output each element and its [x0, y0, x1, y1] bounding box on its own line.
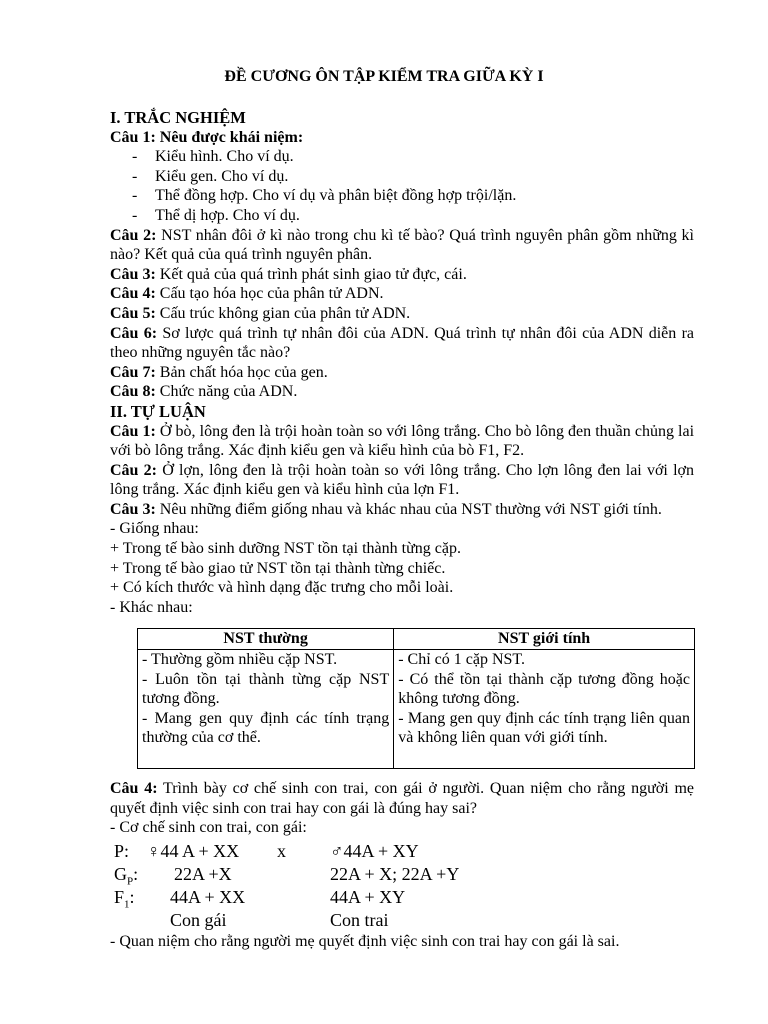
cross-p-female: ♀44 A + XX	[147, 840, 240, 861]
question-label: Câu 1:	[110, 422, 156, 440]
question-7	[110, 363, 694, 383]
cross-p-male: ♂44A + XY	[330, 840, 419, 861]
list-item: - Thể dị hợp. Cho ví dụ.	[132, 206, 300, 224]
question-text: Chức năng của ADN.	[155, 383, 298, 401]
table-cell-sex	[394, 650, 695, 769]
question-label: Câu 7:	[110, 363, 156, 381]
question-5	[110, 304, 694, 324]
question-text: Bản chất hóa học của gen.	[155, 363, 328, 381]
differences-heading: - Khác nhau:	[110, 598, 193, 616]
question-4	[110, 284, 694, 304]
mechanism-heading: - Cơ chế sinh con trai, con gái:	[110, 819, 307, 837]
cross-gp-female: 22A +X	[174, 863, 232, 884]
document-title: ĐỀ CƯƠNG ÔN TẬP KIỂM TRA GIỮA KỲ I	[224, 68, 544, 85]
cross-f1-male: 44A + XY	[330, 886, 406, 907]
table-header-normal: NST thường	[138, 629, 394, 650]
genetic-cross	[110, 840, 694, 932]
table-cell-line: - Chỉ có 1 cặp NST.	[398, 651, 526, 669]
table-cell-line: - Thường gồm nhiều cặp NST.	[142, 651, 338, 669]
table-cell-line: - Luôn tồn tại thành từng cặp NST tương đồng.	[142, 670, 390, 708]
list-item-text: Kiểu gen. Cho ví dụ.	[155, 167, 289, 185]
table-header-row	[138, 629, 695, 650]
essay-question-2	[110, 461, 694, 500]
question-text: Cấu trúc không gian của phân tử ADN.	[155, 304, 411, 322]
question-3	[110, 265, 694, 285]
table-cell-normal	[138, 650, 394, 769]
document-body	[110, 108, 694, 951]
cross-label-p: P:	[114, 840, 130, 861]
list-item-text: Thể đồng hợp. Cho ví dụ và phân biệt đồng hợp trội/lặn.	[155, 187, 517, 205]
question-text: Sơ lược quá trình tự nhân đôi của ADN. Quá trình tự nhân đôi của ADN diễn ra theo những nguyên tắc nào?	[110, 324, 695, 362]
cross-gp-male: 22A + X; 22A +Y	[330, 863, 460, 884]
cross-row-offspring	[110, 909, 694, 932]
cross-label-gp-main: G	[114, 863, 127, 884]
question-label: Câu 2:	[110, 226, 157, 244]
question-2	[110, 226, 694, 265]
question-text: Ở bò, lông đen là trội hoàn toàn so với lông trắng. Cho bò lông đen thuần chủng lai với bò lông trắng. Xác định kiểu gen và kiểu hình của bò F1, F2.	[110, 422, 695, 460]
question-text: NST nhân đôi ở kì nào trong chu kì tế bào? Quá trình nguyên phân gồm những kì nào? Kết quả của quá trình nguyên phân.	[110, 226, 695, 264]
question-1-bullets	[110, 147, 694, 225]
similarity-point: + Trong tế bào giao tử NST tồn tại thành từng chiếc.	[110, 559, 446, 577]
table-row	[138, 650, 695, 769]
cross-row-p	[110, 840, 694, 863]
cross-multiply-sign: x	[277, 840, 286, 861]
cross-label-f1-tail: :	[129, 886, 135, 907]
cross-offspring-girl: Con gái	[170, 909, 227, 930]
question-label: Câu 3:	[110, 265, 156, 283]
question-text: Trình bày cơ chế sinh con trai, con gái ở người. Quan niệm cho rằng người mẹ quyết định việc sinh con trai hay con gái là đúng hay sai?	[110, 780, 695, 817]
similarity-point: + Trong tế bào sinh dưỡng NST tồn tại thành từng cặp.	[110, 540, 461, 558]
similarities-heading: - Giống nhau:	[110, 520, 199, 538]
cross-offspring-boy: Con trai	[330, 909, 389, 930]
question-text: Cấu tạo hóa học của phân tử ADN.	[155, 285, 384, 303]
cross-label-gp-sub: P	[127, 875, 134, 888]
similarity-point: + Có kích thước và hình dạng đặc trưng cho mỗi loài.	[110, 579, 454, 597]
table-cell-line: - Có thể tồn tại thành cặp tương đồng hoặc không tương đồng.	[398, 670, 690, 708]
question-label: Câu 2:	[110, 461, 158, 479]
cross-label-f1-sub: 1	[124, 898, 130, 911]
question-6	[110, 324, 694, 363]
essay-question-3	[110, 500, 694, 520]
table-header-sex: NST giới tính	[394, 629, 695, 650]
cross-row-gp	[110, 863, 694, 886]
question-text: Nêu những điểm giống nhau và khác nhau của NST thường với NST giới tính.	[155, 500, 662, 518]
question-text: Nêu được khái niệm:	[155, 128, 304, 146]
question-label: Câu 8:	[110, 383, 156, 401]
question-label: Câu 6:	[110, 324, 158, 342]
list-item: - Kiểu hình. Cho ví dụ.	[132, 148, 294, 166]
list-item-text: Kiểu hình. Cho ví dụ.	[155, 148, 294, 166]
cross-label-gp-tail: :	[133, 863, 139, 884]
question-text: Kết quả của quá trình phát sinh giao tử đực, cái.	[155, 265, 467, 283]
list-item-text: Thể dị hợp. Cho ví dụ.	[155, 206, 300, 224]
cross-f1-female: 44A + XX	[170, 886, 246, 907]
table-cell-line: - Mang gen quy định các tính trạng thường của cơ thể.	[142, 709, 390, 747]
cross-label-f1-main: F	[114, 886, 125, 907]
question-label: Câu 1:	[110, 128, 156, 146]
cross-row-f1	[110, 886, 694, 909]
table-cell-line: - Mang gen quy định các tính trạng liên quan và không liên quan với giới tính.	[398, 709, 690, 747]
essay-question-4	[110, 779, 694, 818]
conclusion: - Quan niệm cho rằng người mẹ quyết định việc sinh con trai hay con gái là sai.	[110, 932, 620, 950]
question-label: Câu 4:	[110, 285, 156, 303]
question-1	[110, 128, 694, 148]
list-item: - Kiểu gen. Cho ví dụ.	[132, 167, 289, 185]
question-label: Câu 4:	[110, 780, 158, 798]
section-1-heading: I. TRẮC NGHIỆM	[110, 108, 246, 127]
essay-question-1	[110, 422, 694, 461]
list-item: - Thể đồng hợp. Cho ví dụ và phân biệt đồng hợp trội/lặn.	[132, 187, 517, 205]
section-2-heading: II. TỰ LUẬN	[110, 401, 206, 421]
question-text: Ở lợn, lông đen là trội hoàn toàn so với lông trắng. Cho lợn lông đen lai với lợn lông trắng. Xác định kiểu gen và kiểu hình của lợn F1.	[110, 461, 695, 499]
question-label: Câu 3:	[110, 500, 156, 518]
comparison-table	[137, 628, 695, 769]
question-8	[110, 382, 694, 402]
question-label: Câu 5:	[110, 304, 156, 322]
